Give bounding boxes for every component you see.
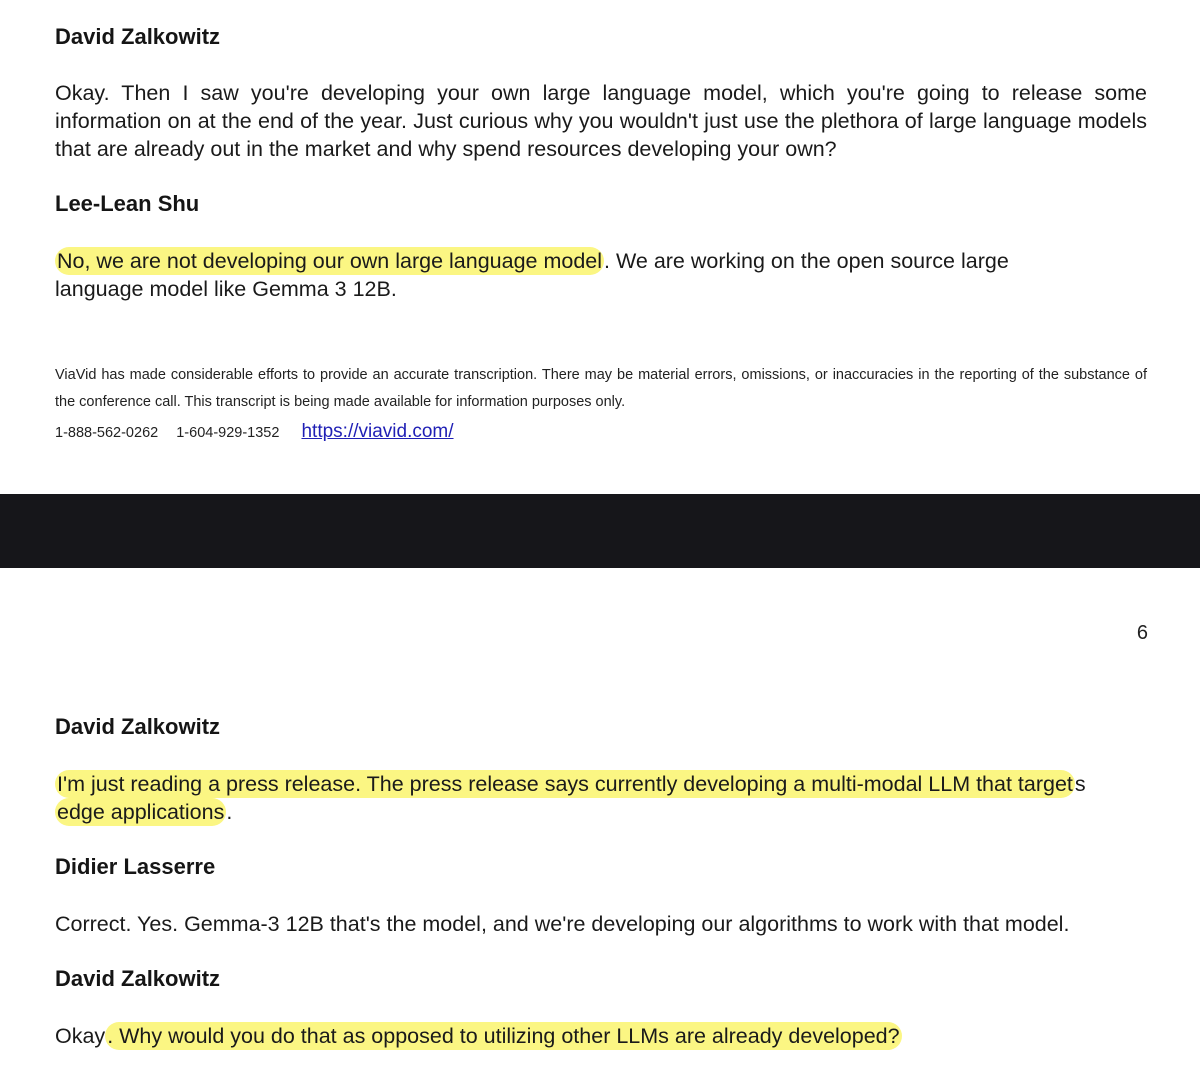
page-number: 6: [1136, 622, 1148, 644]
question-text: Okay: [55, 1024, 106, 1048]
question-paragraph: Okay. Then I saw you're developing your own large language model, which you're going to release some information on at the end of the year. Just curious why you wouldn't just use the plethora of large language models that are already out in the market and why spend resources developing your own?: [55, 81, 1147, 161]
answer-paragraph: [55, 247, 1147, 303]
answer-paragraph: Correct. Yes. Gemma-3 12B that's the model, and we're developing our algorithms to work with that model.: [55, 912, 1070, 936]
question-text: .: [226, 800, 233, 824]
disclaimer-text: ViaVid has made considerable efforts to provide an accurate transcription. There may be material errors, omissions, or inaccuracies in the reporting of the substance of the conference call. This transcript is being made available for information purposes only.: [55, 367, 1147, 410]
speaker-name: Lee-Lean Shu: [55, 191, 200, 216]
question-paragraph: [55, 1022, 1147, 1050]
phone-number: 1-888-562-0262: [55, 425, 159, 441]
highlighted-text: No, we are not developing our own large language model: [57, 249, 603, 273]
highlighted-text: . Why would you do that as opposed to utilizing other LLMs are already developed?: [107, 1024, 900, 1048]
speaker-name: Didier Lasserre: [55, 854, 216, 879]
highlighted-text: I'm just reading a press release. The press release says currently developing a multi-modal LLM that target: [57, 772, 1073, 796]
highlighted-text: edge applications: [57, 800, 225, 824]
speaker-name: David Zalkowitz: [55, 966, 221, 991]
page-divider: [0, 494, 1200, 568]
speaker-name: David Zalkowitz: [55, 24, 221, 49]
answer-text: . We are working on the open source large: [604, 249, 1009, 273]
speaker-name: David Zalkowitz: [55, 714, 221, 739]
question-paragraph: [55, 770, 1147, 826]
answer-text-line2: language model like Gemma 3 12B.: [55, 277, 397, 301]
question-text: s: [1074, 772, 1086, 796]
viavid-link[interactable]: https://viavid.com/: [301, 421, 454, 442]
transcript-page-top: [0, 0, 1200, 494]
contact-line: [55, 420, 454, 445]
phone-number: 1-604-929-1352: [176, 425, 280, 441]
